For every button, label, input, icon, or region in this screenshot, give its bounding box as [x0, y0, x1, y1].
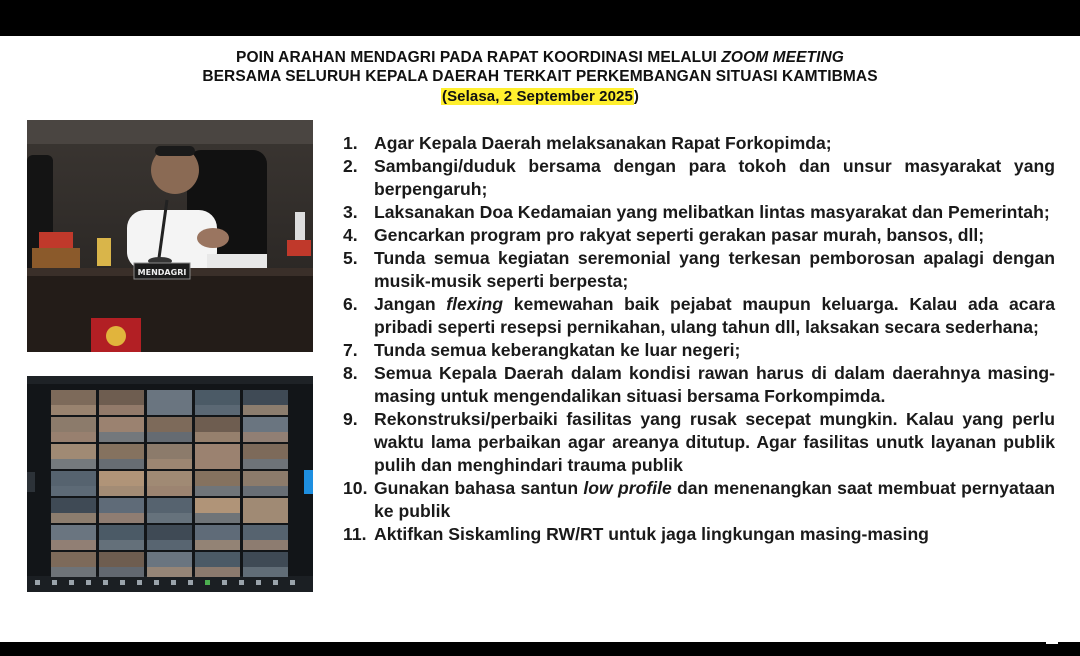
item-text: Jangan flexing kemewahan baik pejabat maupun keluarga. Kalau ada acara pribadi seperti resepsi pernikahan, ulang tahun dll, laksakan secara sederhana;	[374, 294, 1055, 337]
zoom-toolbar-icon	[290, 580, 295, 585]
directive-list	[343, 132, 1055, 546]
zoom-toolbar-icon	[256, 580, 261, 585]
nameplate-text: MENDAGRI	[137, 268, 187, 277]
item-text: Gunakan bahasa santun low profile dan menenangkan saat membuat pernyataan ke publik	[374, 478, 1055, 521]
zoom-toolbar-icon	[188, 580, 193, 585]
zoom-toolbar-icon	[120, 580, 125, 585]
item-number: 4.	[343, 225, 358, 245]
item-text: Rekonstruksi/perbaiki fasilitas yang rusak secepat mungkin. Kalau yang perlu waktu lama perbaikan agar areanya ditutup. Agar fasilitas unutk layanan publik pulih dan menghindari trauma publik	[374, 409, 1055, 475]
directive-item	[343, 201, 1055, 224]
item-text: Agar Kepala Daerah melaksanakan Rapat Forkopimda;	[374, 133, 832, 153]
item-text: Tunda semua keberangkatan ke luar negeri;	[374, 340, 741, 360]
zoom-toolbar-icon	[171, 580, 176, 585]
zoom-toolbar-icon	[86, 580, 91, 585]
zoom-toolbar-icon	[273, 580, 278, 585]
zoom-toolbar-icon	[69, 580, 74, 585]
directive-item	[343, 155, 1055, 201]
item-number: 5.	[343, 248, 358, 268]
directive-item	[343, 293, 1055, 339]
directive-item	[343, 477, 1055, 523]
item-number: 6.	[343, 294, 358, 314]
item-text: Gencarkan program pro rakyat seperti gerakan pasar murah, bansos, dll;	[374, 225, 985, 245]
directive-item	[343, 132, 1055, 155]
zoom-toolbar-icon	[35, 580, 40, 585]
zoom-toolbar-icon	[239, 580, 244, 585]
title-line-1: POIN ARAHAN MENDAGRI PADA RAPAT KOORDINASI MELALUI ZOOM MEETING	[236, 49, 844, 66]
item-text: Semua Kepala Daerah dalam kondisi rawan harus di dalam daerahnya masing-masing untuk mengendalikan situasi bersama Forkompimda.	[374, 363, 1055, 406]
item-number: 8.	[343, 363, 358, 383]
item-text: Laksanakan Doa Kedamaian yang melibatkan lintas masyarakat dan Pemerintah;	[374, 202, 1050, 222]
zoom-toolbar-icon	[154, 580, 159, 585]
item-text: Aktifkan Siskamling RW/RT untuk jaga lingkungan masing-masing	[374, 524, 929, 544]
directive-item	[343, 224, 1055, 247]
directive-item	[343, 247, 1055, 293]
zoom-toolbar-icon	[222, 580, 227, 585]
title-line-2: BERSAMA SELURUH KEPALA DAERAH TERKAIT PERKEMBANGAN SITUASI KAMTIBMAS	[202, 68, 878, 85]
minimize-mark	[1046, 641, 1058, 644]
item-text: Tunda semua kegiatan seremonial yang terkesan pemborosan apalagi dengan musik-musik seperti berpesta;	[374, 248, 1055, 291]
directive-item	[343, 339, 1055, 362]
zoom-gallery-screenshot	[27, 376, 313, 592]
item-number: 10.	[343, 478, 368, 498]
item-number: 3.	[343, 202, 358, 222]
title-date: (Selasa, 2 September 2025)	[441, 88, 640, 105]
directive-item	[343, 523, 1055, 546]
item-number: 11.	[343, 524, 367, 544]
zoom-toolbar-icon	[137, 580, 142, 585]
zoom-toolbar-icon	[103, 580, 108, 585]
directive-item	[343, 408, 1055, 477]
item-number: 9.	[343, 409, 358, 429]
item-number: 7.	[343, 340, 358, 360]
zoom-toolbar-icon	[52, 580, 57, 585]
item-number: 1.	[343, 133, 358, 153]
item-text: Sambangi/duduk bersama dengan para tokoh dan unsur masyarakat yang berpengaruh;	[374, 156, 1055, 199]
slide	[0, 36, 1080, 642]
minister-photo	[27, 120, 313, 352]
item-number: 2.	[343, 156, 358, 176]
directive-item	[343, 362, 1055, 408]
zoom-toolbar-icon	[205, 580, 210, 585]
